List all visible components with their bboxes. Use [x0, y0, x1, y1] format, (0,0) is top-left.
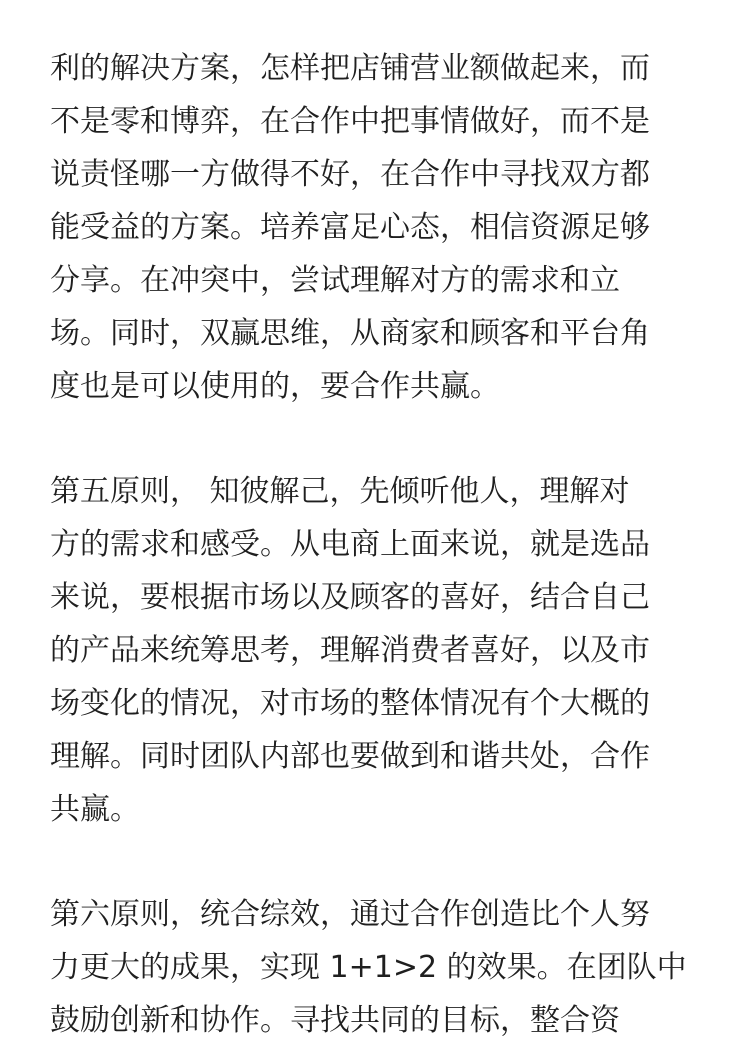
text-line: 说责怪哪一方做得不好，在合作中寻找双方都 — [50, 157, 650, 192]
text-line: 场变化的情况，对市场的整体情况有个大概的 — [50, 686, 650, 721]
text-line: 理解。同时团队内部也要做到和谐共处，合作 — [50, 739, 650, 774]
text-line: 度也是可以使用的，要合作共赢。 — [50, 369, 500, 404]
text-line: 不是零和博弈，在合作中把事情做好，而不是 — [50, 104, 650, 139]
paragraph-spacer — [50, 836, 730, 888]
paragraph-spacer — [50, 413, 730, 465]
text-line: 的产品来统筹思考，理解消费者喜好，以及市 — [50, 633, 650, 668]
text-line: 分享。在冲突中，尝试理解对方的需求和立 — [50, 263, 620, 298]
text-line: 鼓励创新和协作。寻找共同的目标，整合资 — [50, 1003, 620, 1038]
text-line: 共赢。 — [50, 792, 140, 827]
paragraph-principle-six — [50, 888, 730, 1047]
text-line: 来说，要根据市场以及顾客的喜好，结合自己 — [50, 580, 650, 615]
text-line: 第五原则， 知彼解己，先倾听他人，理解对 — [50, 474, 630, 509]
text-line: 第六原则，统合综效，通过合作创造比个人努 — [50, 897, 650, 932]
text-line: 利的解决方案，怎样把店铺营业额做起来，而 — [50, 51, 650, 86]
text-line: 场。同时，双赢思维，从商家和顾客和平台角 — [50, 316, 650, 351]
text-line: 方的需求和感受。从电商上面来说，就是选品 — [50, 527, 650, 562]
text-line: 能受益的方案。培养富足心态，相信资源足够 — [50, 210, 650, 245]
text-line: 力更大的成果，实现 1+1>2 的效果。在团队中 — [50, 950, 687, 985]
paragraph-win-win — [50, 42, 730, 413]
article-body — [50, 42, 730, 1047]
paragraph-principle-five — [50, 465, 730, 836]
